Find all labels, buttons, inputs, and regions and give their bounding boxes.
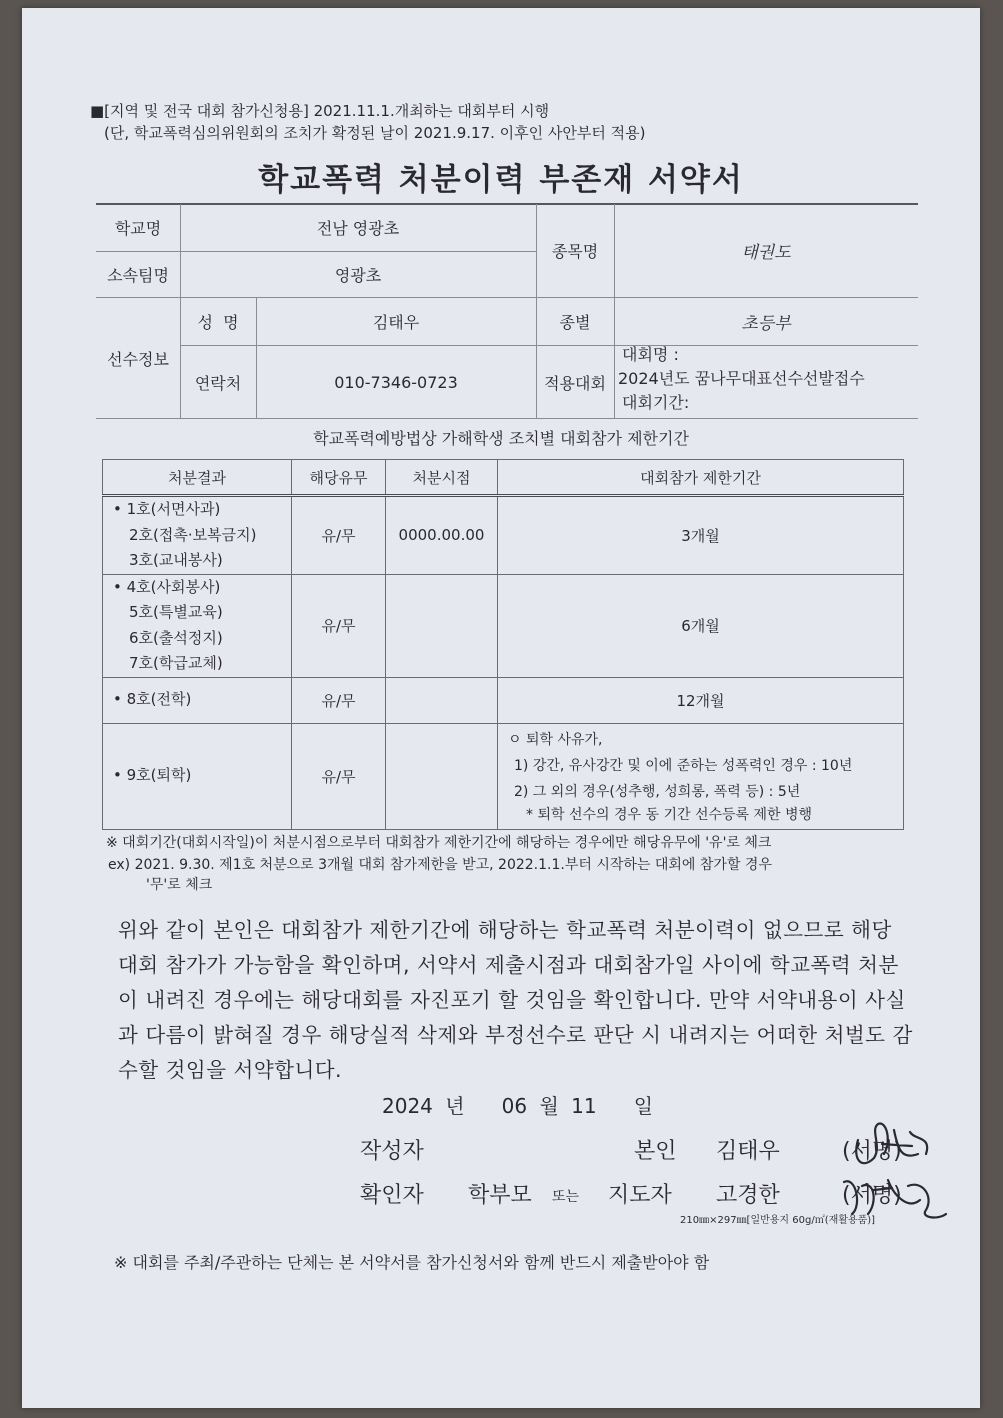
date-day-unit: 일 [633, 1094, 654, 1118]
applicable-cell: 유/무 [292, 723, 386, 829]
date-cell [386, 574, 498, 677]
disposition-item: 2호(접촉·보복금지) [129, 525, 257, 544]
sport-value: 태권도 [741, 243, 791, 263]
date-day: 11 [571, 1094, 597, 1118]
coach-name: 고경한 [716, 1183, 780, 1208]
footer-notice: ※ 대회를 주최/주관하는 단체는 본 서약서를 참가신청서와 함께 반드시 제출받아야 함 [114, 1253, 710, 1272]
limits-title: 학교폭력예방법상 가해학생 조치별 대회참가 제한기간 [313, 429, 689, 448]
period-line: * 퇴학 선수의 경우 동 기간 선수등록 제한 병행 [526, 807, 813, 823]
pledge-text: 위와 같이 본인은 대회참가 제한기간에 해당하는 학교폭력 처분이력이 없으므로 해당 대회 참가가 가능함을 확인하며, 서약서 제출시점과 대회참가일 사이에 학교폭력 처분이 내려진 경우에는 해당대회를 자진포기 할 것임을 확인합니다. 만약 서약내용이 사실과 다름이 밝혀질 경우 해당실적 삭제와 부정선수로 판단 시 내려지는 어떠한 처벌도 감수할 것임을 서약합니다. [118, 918, 913, 1082]
table-row [103, 496, 904, 575]
table-note-2: ex) 2021. 9.30. 제1호 처분으로 3개월 대회 참가제한을 받고, 2022.1.1.부터 시작하는 대회에 참가할 경우 [108, 857, 772, 873]
period-cell: 6개월 [498, 574, 904, 677]
disposition-item: • 8호(전학) [113, 690, 192, 709]
contact-label: 연락처 [194, 373, 242, 393]
team-value: 영광초 [334, 265, 382, 285]
gender-label: 종별 [559, 313, 591, 332]
disposition-item: 7호(학급교체) [129, 654, 223, 672]
self-seal-label: (서명) [842, 1139, 902, 1164]
disposition-item: 5호(특별교육) [129, 603, 223, 621]
table-note-3: '무'로 체크 [146, 877, 213, 893]
date-month: 06 [501, 1094, 528, 1118]
gender-value: 초등부 [741, 314, 791, 334]
applicable-cell: 유/무 [292, 574, 386, 677]
name-value: 김태우 [372, 313, 420, 332]
disposition-cell [103, 574, 292, 677]
notice-line-1: ■[지역 및 전국 대회 참가신청용] 2021.11.1.개최하는 대회부터 시행 [90, 102, 550, 120]
disposition-item: • 9호(퇴학) [113, 766, 192, 785]
event-name-value: 2024년도 꿈나무대표선수선발접수 [618, 369, 865, 388]
period-line: 2) 그 외의 경우(성추행, 성희롱, 폭력 등) : 5년 [514, 784, 801, 800]
date-year: 2024 [382, 1094, 433, 1118]
document-title: 학교폭력 처분이력 부존재 서약서 [258, 162, 744, 198]
event-period-label: 대회기간: [622, 393, 690, 412]
date-cell: 0000.00.00 [386, 496, 498, 575]
period-cell: 3개월 [498, 496, 904, 575]
table-row [103, 574, 904, 677]
event-name-label: 대회명 : [622, 345, 679, 364]
table-row [103, 723, 904, 829]
disposition-item: 6호(출석정지) [129, 628, 223, 647]
or-label: 또는 [552, 1189, 580, 1205]
disposition-item: • 1호(서면사과) [113, 500, 221, 518]
name-label: 성 명 [197, 313, 239, 332]
table-note-1: ※ 대회기간(대회시작일)이 처분시점으로부터 대회참가 제한기간에 해당하는 경우에만 해당유무에 '유'로 체크 [106, 835, 772, 851]
date-month-unit: 월 [539, 1094, 559, 1118]
player-info-label: 선수정보 [107, 349, 169, 369]
pledge-document [22, 8, 980, 1408]
school-value: 전남 영광초 [316, 219, 400, 238]
contact-value: 010-7346-0723 [334, 372, 458, 392]
date-cell [386, 677, 498, 723]
sport-label: 종목명 [551, 242, 599, 261]
pledge-date [382, 1090, 653, 1119]
event-label: 적용대회 [544, 373, 606, 393]
coach-label: 지도자 [608, 1183, 672, 1208]
writer-label: 작성자 [360, 1139, 424, 1164]
table-row [103, 677, 904, 723]
col-header-period: 대회참가 제한기간 [498, 460, 904, 496]
period-line: ㅇ 퇴학 사유가, [508, 732, 603, 748]
paper-spec: 210㎜×297㎜[일반용지 60g/㎡(재활용품)] [680, 1215, 876, 1226]
team-label: 소속팀명 [107, 265, 169, 285]
period-line: 1) 강간, 유사강간 및 이에 준하는 성폭력인 경우 : 10년 [514, 758, 853, 774]
parent-label: 학부모 [468, 1183, 532, 1208]
date-year-unit: 년 [445, 1094, 465, 1118]
disposition-item: 3호(교내봉사) [129, 551, 223, 569]
school-label: 학교명 [114, 219, 162, 238]
confirmer-label: 확인자 [360, 1183, 424, 1208]
disposition-cell [103, 677, 292, 723]
self-label: 본인 [634, 1139, 677, 1164]
date-cell [386, 723, 498, 829]
disposition-cell [103, 496, 292, 575]
disposition-cell [103, 723, 292, 829]
notice-line-2: (단, 학교폭력심의위원회의 조치가 확정된 날이 2021.9.17. 이후인 사안부터 적용) [104, 124, 646, 142]
period-cell: 12개월 [498, 677, 904, 723]
col-header-applicable: 해당유무 [292, 460, 386, 496]
coach-seal-label: (서명) [842, 1183, 902, 1208]
applicable-cell: 유/무 [292, 496, 386, 575]
applicable-cell: 유/무 [292, 677, 386, 723]
col-header-disposition: 처분결과 [103, 460, 292, 496]
period-cell [498, 723, 904, 829]
disposition-item: • 4호(사회봉사) [113, 577, 221, 596]
self-name: 김태우 [716, 1139, 780, 1164]
limits-table [102, 459, 904, 830]
col-header-date: 처분시점 [386, 460, 498, 496]
